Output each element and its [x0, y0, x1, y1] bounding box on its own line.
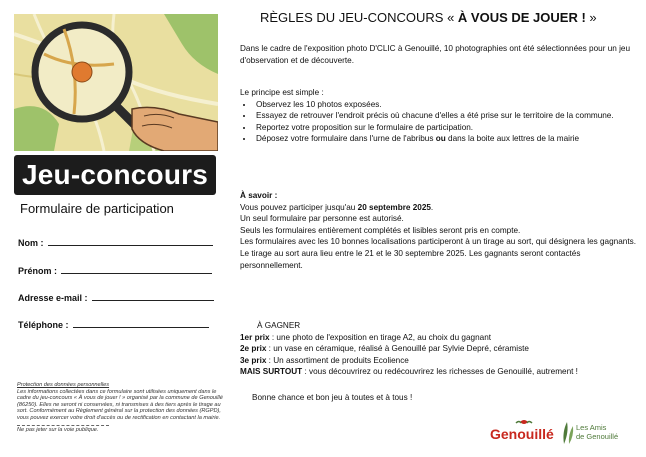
rule-item: • Reportez votre proposition sur le formulaire de participation.	[254, 122, 636, 134]
prizes-heading: À GAGNER	[257, 321, 301, 330]
intro-text: Dans le cadre de l'exposition photo D'CLIC à Genouillé, 10 photographies ont été sélectionnées pour un jeu d'observation et de découverte.	[240, 44, 631, 65]
firstname-field[interactable]	[18, 264, 212, 276]
rule-item: • Essayez de retrouver l'endroit précis où chacune d'elles a été prise sur le territoire de la commune.	[254, 110, 636, 122]
form-subtitle: Formulaire de participation	[20, 201, 174, 216]
savoir-block	[240, 190, 636, 271]
rule-item: • Déposez votre formulaire dans l'urne de l'abribus ou dans la boite aux lettres de la mairie	[254, 133, 636, 145]
principle-block	[240, 87, 636, 145]
prize-2: 2e prix : un vase en céramique, réalisé à Genouillé par Sylvie Depré, céramiste	[240, 344, 529, 354]
privacy-separator	[17, 425, 109, 426]
name-line[interactable]	[48, 236, 213, 246]
savoir-line: Un seul formulaire par personne est autorisé.	[240, 214, 404, 224]
email-line[interactable]	[92, 291, 214, 301]
privacy-title: Protection des données personnelles	[17, 382, 110, 388]
privacy-footer: Ne pas jeter sur la voie publique.	[17, 426, 99, 433]
savoir-line: Seuls les formulaires entièrement complétés et lisibles seront pris en compte.	[240, 225, 521, 235]
phone-label: Téléphone :	[18, 320, 69, 330]
rules-title: RÈGLES DU JEU-CONCOURS « À VOUS DE JOUER ! »	[260, 10, 597, 25]
savoir-line: Les formulaires avec les 10 bonnes localisations participeront à un tirage au sort, qui désignera les gagnants.	[240, 237, 636, 247]
email-field[interactable]	[18, 291, 214, 303]
rules-panel	[240, 0, 640, 457]
prize-3: 3e prix : Un assortiment de produits Ecolience	[240, 355, 409, 365]
prize-1: 1er prix : une photo de l'exposition en tirage A2, au choix du gagnant	[240, 332, 492, 342]
savoir-line: Le tirage au sort aura lieu entre le 21 et le 30 septembre 2025. Les gagnants seront contactés personnellement.	[240, 248, 581, 270]
rule-item: • Observez les 10 photos exposées.	[254, 99, 636, 111]
genouille-logo	[490, 420, 554, 455]
prize-surtout: MAIS SURTOUT : vous découvrirez ou redécouvrirez les richesses de Genouillé, autrement !	[240, 367, 578, 377]
savoir-deadline: Vous pouvez participer jusqu'au 20 septembre 2025.	[240, 202, 434, 212]
closing-text: Bonne chance et bon jeu à toutes et à tous !	[252, 392, 413, 402]
rules-list	[240, 99, 636, 145]
firstname-label: Prénom :	[18, 266, 58, 276]
amis-logo-text: Les Amis de Genouillé	[576, 423, 619, 441]
genouille-logo-text: Genouillé	[490, 426, 554, 442]
phone-field[interactable]	[18, 318, 209, 330]
firstname-line[interactable]	[61, 264, 212, 274]
prizes-block	[240, 320, 636, 404]
name-label: Nom :	[18, 238, 44, 248]
principle-heading: Le principe est simple :	[240, 88, 324, 97]
jeu-concours-banner: Jeu-concours	[14, 155, 216, 195]
magnifier-map-illustration	[14, 14, 218, 151]
form-panel	[0, 0, 230, 457]
savoir-heading: À savoir :	[240, 191, 278, 200]
phone-line[interactable]	[73, 318, 209, 328]
intro-block	[240, 43, 636, 66]
privacy-text: Les informations collectées dans ce formulaire sont utilisées uniquement dans le cadre du jeu-concours « À vous de jouer ! » organisé par la commune de Genouillé (86250). Elles ne seront ni conservées, ni transmises à des tiers après le tirage au sort. Conformément au Règlement général sur la protection des données (RGPD), vous pouvez exercer votre droit d'accès ou de rectification en contactant la mairie.	[17, 388, 223, 421]
email-label: Adresse e-mail :	[18, 293, 88, 303]
privacy-notice	[17, 382, 223, 433]
name-field[interactable]	[18, 236, 213, 248]
